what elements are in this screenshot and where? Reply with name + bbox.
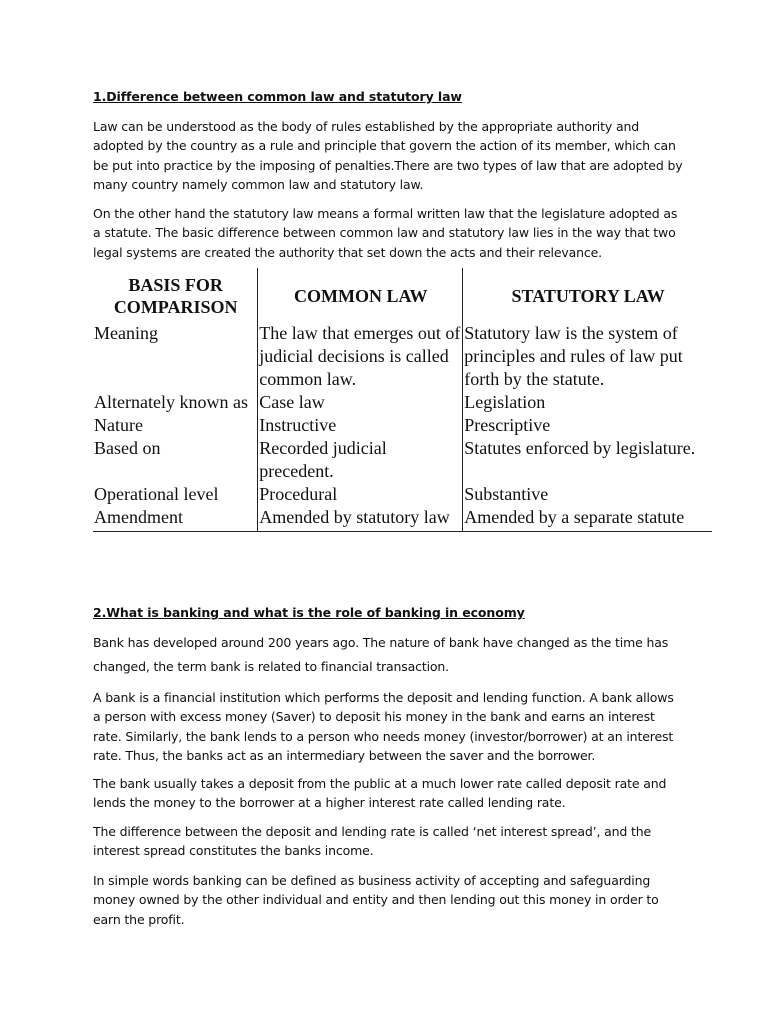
table-row	[93, 483, 712, 506]
row-basis-cell: Operational level	[94, 484, 219, 504]
row-basis-cell: Meaning	[94, 323, 158, 343]
row-basis-cell: Alternately known as	[94, 392, 248, 412]
header-statutory-law: STATUTORY LAW	[463, 268, 712, 322]
row-statutory-law-cell: Statutory law is the system of principles and rules of law put forth by the statute.	[463, 322, 712, 391]
row-basis-cell: Nature	[94, 415, 143, 435]
row-statutory-law-cell: Legislation	[463, 391, 712, 414]
row-basis-cell: Based on	[94, 438, 161, 458]
section2-paragraph-2: A bank is a financial institution which performs the deposit and lending function. A bank allows a person with excess money (Saver) to deposit his money in the bank and earns an interest rate. Similarly, the bank lends to a person who needs money (investor/borrower) at an interest rate. Thus, the banks act as an intermediary between the saver and the borrower.	[93, 690, 674, 763]
row-common-law-cell: Instructive	[258, 414, 463, 437]
row-basis-cell: Amendment	[93, 506, 258, 532]
section2-paragraph-5: In simple words banking can be defined as business activity of accepting and safeguarding money owned by the other individual and entity and then lending out this money in order to earn the profit.	[93, 873, 659, 927]
row-common-law-cell: Procedural	[258, 483, 463, 506]
section1-heading: 1.Difference between common law and statutory law	[93, 89, 462, 104]
section2-paragraph-3: The bank usually takes a deposit from the public at a much lower rate called deposit rate and lends the money to the borrower at a higher interest rate called lending rate.	[93, 776, 667, 811]
section1-paragraph-2: On the other hand the statutory law means a formal written law that the legislature adopted as a statute. The basic difference between common law and statutory law lies in the way that two legal systems are created the authority that set down the acts and their relevance.	[93, 206, 678, 260]
table-row	[93, 506, 712, 532]
table-row	[93, 391, 712, 414]
table-header-row	[93, 268, 712, 322]
row-statutory-law-cell: Substantive	[463, 483, 712, 506]
table-row	[93, 322, 712, 391]
section2-paragraph-4: The difference between the deposit and lending rate is called ‘net interest spread’, and the interest spread constitutes the banks income.	[93, 824, 652, 859]
section2-paragraph-1: Bank has developed around 200 years ago. The nature of bank have changed as the time has changed, the term bank is related to financial transaction.	[93, 635, 669, 674]
row-statutory-law-cell: Prescriptive	[463, 414, 712, 437]
comparison-table	[93, 268, 712, 532]
section2-heading: 2.What is banking and what is the role of banking in economy	[93, 605, 525, 620]
row-statutory-law-cell: Statutes enforced by legislature.	[463, 437, 712, 483]
table-row	[93, 414, 712, 437]
row-common-law-cell: Amended by statutory law	[258, 506, 463, 532]
section1-paragraph-1: Law can be understood as the body of rules established by the appropriate authority and adopted by the country as a rule and principle that govern the action of its member, which can be put into practice by the imposing of penalties.There are two types of law that are adopted by many country namely common law and statutory law.	[93, 119, 683, 192]
header-common-law: COMMON LAW	[258, 268, 463, 322]
header-basis: BASIS FOR COMPARISON	[113, 275, 238, 317]
row-common-law-cell: Case law	[258, 391, 463, 414]
row-statutory-law-cell: Amended by a separate statute	[463, 506, 712, 532]
table-row	[93, 437, 712, 483]
row-common-law-cell: The law that emerges out of judicial decisions is called common law.	[258, 322, 463, 391]
row-common-law-cell: Recorded judicial precedent.	[258, 437, 463, 483]
